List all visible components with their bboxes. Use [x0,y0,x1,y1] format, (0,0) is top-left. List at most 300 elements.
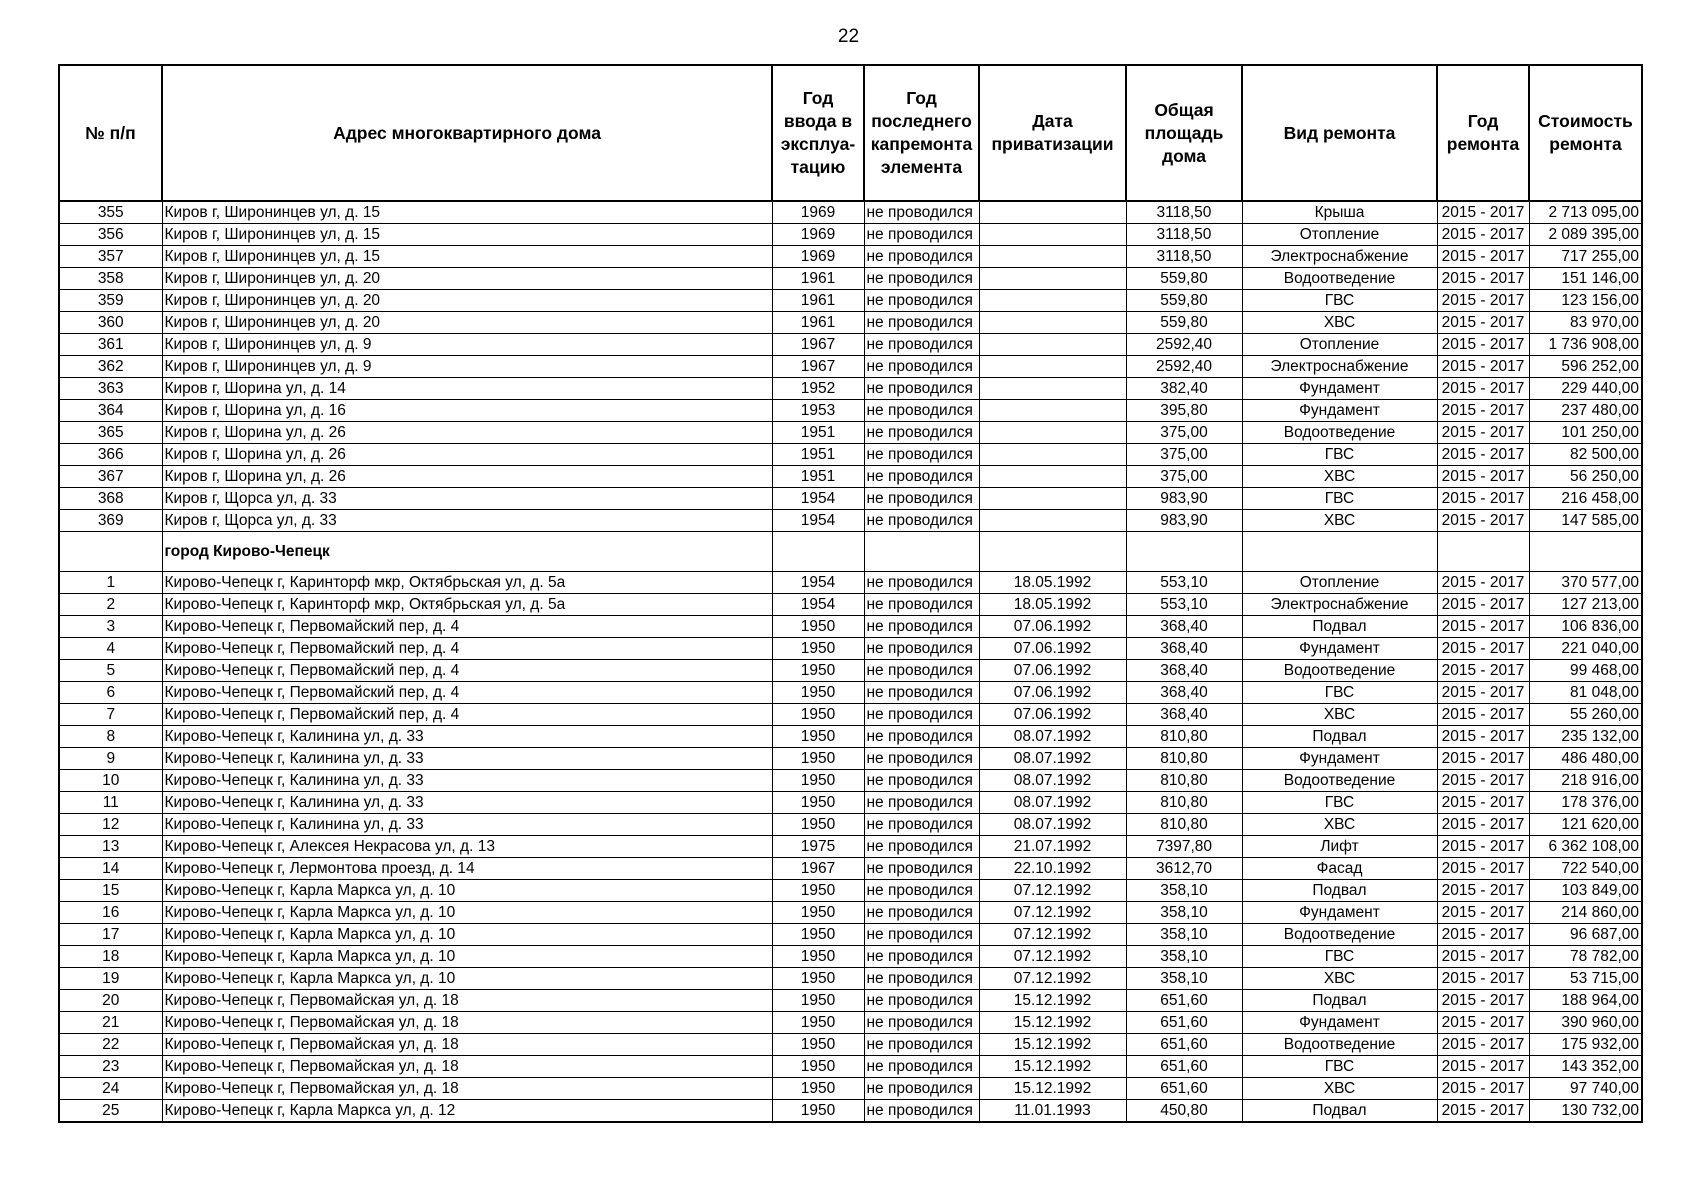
cell-year-built: 1950 [772,1078,864,1100]
cell-total-area: 368,40 [1126,638,1242,660]
cell-year-built: 1950 [772,748,864,770]
cell-privatization-date: 07.06.1992 [979,682,1126,704]
cell-repair-year: 2015 - 2017 [1437,902,1529,924]
cell-repair-kind: Фундамент [1242,400,1437,422]
cell-last-repair: не проводился [864,1078,979,1100]
cell-year-built: 1961 [772,290,864,312]
table-row [59,726,1642,748]
cell-privatization-date: 07.12.1992 [979,968,1126,990]
table-row [59,946,1642,968]
cell-repair-cost: 237 480,00 [1529,400,1642,422]
section-empty-cell [1242,532,1437,572]
cell-number: 359 [59,290,162,312]
cell-year-built: 1950 [772,704,864,726]
cell-repair-cost: 106 836,00 [1529,616,1642,638]
cell-year-built: 1950 [772,682,864,704]
cell-repair-cost: 121 620,00 [1529,814,1642,836]
cell-repair-cost: 390 960,00 [1529,1012,1642,1034]
cell-total-area: 553,10 [1126,572,1242,594]
table-row [59,924,1642,946]
cell-privatization-date [979,201,1126,224]
cell-repair-cost: 216 458,00 [1529,488,1642,510]
cell-year-built: 1950 [772,616,864,638]
cell-repair-year: 2015 - 2017 [1437,1012,1529,1034]
cell-repair-cost: 103 849,00 [1529,880,1642,902]
cell-address: Кирово-Чепецк г, Алексея Некрасова ул, д. 13 [162,836,772,858]
cell-number: 361 [59,334,162,356]
cell-year-built: 1950 [772,990,864,1012]
cell-repair-cost: 229 440,00 [1529,378,1642,400]
cell-last-repair: не проводился [864,946,979,968]
cell-number: 368 [59,488,162,510]
table-row [59,594,1642,616]
table-row [59,356,1642,378]
cell-total-area: 983,90 [1126,510,1242,532]
cell-total-area: 559,80 [1126,268,1242,290]
cell-privatization-date [979,444,1126,466]
cell-repair-year: 2015 - 2017 [1437,400,1529,422]
cell-repair-kind: Водоотведение [1242,924,1437,946]
cell-total-area: 810,80 [1126,814,1242,836]
cell-repair-kind: Электроснабжение [1242,594,1437,616]
cell-address: Киров г, Широнинцев ул, д. 20 [162,312,772,334]
cell-last-repair: не проводился [864,814,979,836]
table-row [59,444,1642,466]
cell-address: Кирово-Чепецк г, Первомайская ул, д. 18 [162,990,772,1012]
cell-last-repair: не проводился [864,638,979,660]
cell-repair-kind: ГВС [1242,488,1437,510]
cell-number: 363 [59,378,162,400]
cell-total-area: 3118,50 [1126,201,1242,224]
table-row [59,836,1642,858]
cell-last-repair: не проводился [864,422,979,444]
cell-repair-cost: 2 713 095,00 [1529,201,1642,224]
cell-number: 3 [59,616,162,638]
cell-repair-year: 2015 - 2017 [1437,924,1529,946]
cell-repair-year: 2015 - 2017 [1437,356,1529,378]
cell-repair-kind: Электроснабжение [1242,246,1437,268]
cell-total-area: 2592,40 [1126,356,1242,378]
cell-number: 18 [59,946,162,968]
cell-last-repair: не проводился [864,924,979,946]
cell-last-repair: не проводился [864,726,979,748]
cell-repair-kind: ХВС [1242,510,1437,532]
cell-address: Киров г, Широнинцев ул, д. 15 [162,201,772,224]
cell-number: 4 [59,638,162,660]
cell-last-repair: не проводился [864,1056,979,1078]
cell-repair-year: 2015 - 2017 [1437,726,1529,748]
cell-total-area: 810,80 [1126,792,1242,814]
cell-repair-cost: 81 048,00 [1529,682,1642,704]
cell-privatization-date: 21.07.1992 [979,836,1126,858]
cell-repair-cost: 97 740,00 [1529,1078,1642,1100]
cell-repair-cost: 83 970,00 [1529,312,1642,334]
cell-year-built: 1950 [772,726,864,748]
cell-number: 358 [59,268,162,290]
cell-repair-kind: Крыша [1242,201,1437,224]
cell-total-area: 358,10 [1126,924,1242,946]
col-header-last-repair: Год последнего капремонта элемента [864,65,979,201]
cell-last-repair: не проводился [864,510,979,532]
cell-repair-kind: ГВС [1242,1056,1437,1078]
cell-year-built: 1952 [772,378,864,400]
cell-repair-year: 2015 - 2017 [1437,682,1529,704]
cell-year-built: 1950 [772,1056,864,1078]
cell-repair-cost: 123 156,00 [1529,290,1642,312]
cell-repair-year: 2015 - 2017 [1437,638,1529,660]
cell-repair-cost: 235 132,00 [1529,726,1642,748]
cell-privatization-date [979,334,1126,356]
cell-year-built: 1969 [772,246,864,268]
cell-privatization-date: 07.12.1992 [979,946,1126,968]
cell-number: 6 [59,682,162,704]
cell-privatization-date [979,378,1126,400]
table-row [59,400,1642,422]
cell-repair-kind: Подвал [1242,990,1437,1012]
cell-number: 24 [59,1078,162,1100]
table-row [59,422,1642,444]
table-row [59,770,1642,792]
table-row [59,638,1642,660]
cell-number: 367 [59,466,162,488]
cell-repair-year: 2015 - 2017 [1437,880,1529,902]
cell-last-repair: не проводился [864,880,979,902]
cell-last-repair: не проводился [864,792,979,814]
cell-repair-year: 2015 - 2017 [1437,1078,1529,1100]
cell-total-area: 375,00 [1126,422,1242,444]
cell-address: Кирово-Чепецк г, Карла Маркса ул, д. 10 [162,880,772,902]
cell-repair-kind: Электроснабжение [1242,356,1437,378]
cell-number: 12 [59,814,162,836]
section-row [59,532,1642,572]
cell-repair-cost: 101 250,00 [1529,422,1642,444]
cell-total-area: 553,10 [1126,594,1242,616]
cell-last-repair: не проводился [864,201,979,224]
cell-repair-cost: 178 376,00 [1529,792,1642,814]
cell-privatization-date: 08.07.1992 [979,748,1126,770]
cell-privatization-date: 08.07.1992 [979,726,1126,748]
cell-year-built: 1969 [772,201,864,224]
cell-repair-cost: 55 260,00 [1529,704,1642,726]
cell-repair-year: 2015 - 2017 [1437,201,1529,224]
cell-number: 19 [59,968,162,990]
cell-repair-year: 2015 - 2017 [1437,814,1529,836]
cell-number: 21 [59,1012,162,1034]
cell-last-repair: не проводился [864,378,979,400]
cell-address: Киров г, Широнинцев ул, д. 9 [162,334,772,356]
cell-number: 364 [59,400,162,422]
table-row [59,902,1642,924]
cell-repair-year: 2015 - 2017 [1437,510,1529,532]
table-row [59,1034,1642,1056]
cell-repair-kind: Подвал [1242,880,1437,902]
cell-repair-kind: ГВС [1242,444,1437,466]
cell-repair-cost: 82 500,00 [1529,444,1642,466]
cell-repair-kind: Лифт [1242,836,1437,858]
cell-address: Кирово-Чепецк г, Каринторф мкр, Октябрьская ул, д. 5а [162,594,772,616]
cell-repair-cost: 78 782,00 [1529,946,1642,968]
cell-repair-kind: ХВС [1242,814,1437,836]
cell-total-area: 559,80 [1126,290,1242,312]
col-header-repair-kind: Вид ремонта [1242,65,1437,201]
cell-repair-year: 2015 - 2017 [1437,290,1529,312]
cell-repair-kind: Водоотведение [1242,660,1437,682]
cell-number: 10 [59,770,162,792]
cell-privatization-date [979,290,1126,312]
table-row [59,378,1642,400]
cell-address: Киров г, Шорина ул, д. 26 [162,422,772,444]
cell-repair-kind: ХВС [1242,1078,1437,1100]
cell-number: 5 [59,660,162,682]
cell-privatization-date: 07.06.1992 [979,660,1126,682]
cell-address: Кирово-Чепецк г, Лермонтова проезд, д. 14 [162,858,772,880]
table-row [59,466,1642,488]
cell-repair-year: 2015 - 2017 [1437,748,1529,770]
cell-privatization-date: 15.12.1992 [979,1078,1126,1100]
cell-last-repair: не проводился [864,246,979,268]
cell-last-repair: не проводился [864,572,979,594]
cell-year-built: 1950 [772,924,864,946]
cell-address: Кирово-Чепецк г, Калинина ул, д. 33 [162,770,772,792]
cell-total-area: 3612,70 [1126,858,1242,880]
cell-year-built: 1953 [772,400,864,422]
cell-repair-year: 2015 - 2017 [1437,704,1529,726]
cell-total-area: 651,60 [1126,1078,1242,1100]
cell-number: 22 [59,1034,162,1056]
cell-privatization-date: 11.01.1993 [979,1100,1126,1123]
cell-repair-cost: 214 860,00 [1529,902,1642,924]
cell-repair-year: 2015 - 2017 [1437,616,1529,638]
cell-repair-cost: 56 250,00 [1529,466,1642,488]
cell-repair-year: 2015 - 2017 [1437,422,1529,444]
table-row [59,792,1642,814]
cell-privatization-date: 08.07.1992 [979,814,1126,836]
cell-number: 11 [59,792,162,814]
cell-address: Киров г, Щорса ул, д. 33 [162,510,772,532]
cell-total-area: 559,80 [1126,312,1242,334]
cell-total-area: 358,10 [1126,880,1242,902]
cell-last-repair: не проводился [864,902,979,924]
cell-year-built: 1951 [772,444,864,466]
cell-address: Кирово-Чепецк г, Карла Маркса ул, д. 10 [162,924,772,946]
cell-address: Кирово-Чепецк г, Калинина ул, д. 33 [162,792,772,814]
cell-total-area: 983,90 [1126,488,1242,510]
cell-address: Киров г, Щорса ул, д. 33 [162,488,772,510]
cell-total-area: 651,60 [1126,990,1242,1012]
cell-repair-year: 2015 - 2017 [1437,572,1529,594]
cell-repair-year: 2015 - 2017 [1437,246,1529,268]
cell-privatization-date [979,422,1126,444]
table-row [59,201,1642,224]
cell-total-area: 375,00 [1126,466,1242,488]
cell-number: 1 [59,572,162,594]
table-row [59,488,1642,510]
cell-address: Кирово-Чепецк г, Первомайский пер, д. 4 [162,682,772,704]
cell-address: Киров г, Шорина ул, д. 14 [162,378,772,400]
cell-repair-kind: ГВС [1242,946,1437,968]
cell-year-built: 1951 [772,466,864,488]
cell-total-area: 651,60 [1126,1034,1242,1056]
cell-repair-kind: Фундамент [1242,1012,1437,1034]
cell-repair-year: 2015 - 2017 [1437,224,1529,246]
cell-repair-kind: ХВС [1242,704,1437,726]
cell-repair-kind: Фундамент [1242,378,1437,400]
table-row [59,334,1642,356]
cell-repair-cost: 2 089 395,00 [1529,224,1642,246]
col-header-total-area: Общая площадь дома [1126,65,1242,201]
cell-number: 2 [59,594,162,616]
cell-repair-kind: ГВС [1242,792,1437,814]
cell-repair-year: 2015 - 2017 [1437,378,1529,400]
cell-address: Киров г, Шорина ул, д. 26 [162,466,772,488]
cell-year-built: 1950 [772,814,864,836]
cell-total-area: 375,00 [1126,444,1242,466]
cell-address: Кирово-Чепецк г, Первомайская ул, д. 18 [162,1056,772,1078]
header-row [59,65,1642,201]
cell-total-area: 651,60 [1126,1012,1242,1034]
cell-total-area: 368,40 [1126,682,1242,704]
cell-total-area: 3118,50 [1126,246,1242,268]
cell-last-repair: не проводился [864,968,979,990]
table-row [59,246,1642,268]
cell-repair-kind: ХВС [1242,968,1437,990]
cell-address: Кирово-Чепецк г, Карла Маркса ул, д. 12 [162,1100,772,1123]
cell-number: 365 [59,422,162,444]
cell-year-built: 1975 [772,836,864,858]
table-row [59,682,1642,704]
cell-number: 366 [59,444,162,466]
cell-privatization-date [979,400,1126,422]
cell-address: Киров г, Шорина ул, д. 16 [162,400,772,422]
cell-address: Киров г, Шорина ул, д. 26 [162,444,772,466]
cell-repair-year: 2015 - 2017 [1437,1034,1529,1056]
cell-address: Кирово-Чепецк г, Калинина ул, д. 33 [162,726,772,748]
section-empty-cell [59,532,162,572]
cell-privatization-date: 08.07.1992 [979,770,1126,792]
cell-total-area: 810,80 [1126,770,1242,792]
cell-total-area: 450,80 [1126,1100,1242,1123]
cell-privatization-date: 18.05.1992 [979,572,1126,594]
cell-repair-cost: 53 715,00 [1529,968,1642,990]
cell-repair-kind: Водоотведение [1242,1034,1437,1056]
col-header-repair-cost: Стоимость ремонта [1529,65,1642,201]
cell-year-built: 1954 [772,510,864,532]
cell-repair-year: 2015 - 2017 [1437,946,1529,968]
cell-repair-cost: 188 964,00 [1529,990,1642,1012]
cell-last-repair: не проводился [864,858,979,880]
col-header-repair-year: Год ремонта [1437,65,1529,201]
col-header-address: Адрес многоквартирного дома [162,65,772,201]
cell-privatization-date: 07.12.1992 [979,902,1126,924]
cell-repair-kind: ХВС [1242,312,1437,334]
cell-number: 20 [59,990,162,1012]
table-row [59,290,1642,312]
cell-total-area: 810,80 [1126,748,1242,770]
cell-total-area: 382,40 [1126,378,1242,400]
cell-privatization-date: 18.05.1992 [979,594,1126,616]
cell-repair-cost: 147 585,00 [1529,510,1642,532]
cell-total-area: 358,10 [1126,968,1242,990]
cell-year-built: 1950 [772,1034,864,1056]
cell-privatization-date: 07.06.1992 [979,704,1126,726]
cell-year-built: 1950 [772,660,864,682]
cell-last-repair: не проводился [864,1100,979,1123]
cell-number: 23 [59,1056,162,1078]
cell-repair-cost: 218 916,00 [1529,770,1642,792]
table-body [59,201,1642,1122]
cell-number: 355 [59,201,162,224]
cell-repair-cost: 221 040,00 [1529,638,1642,660]
cell-year-built: 1954 [772,488,864,510]
cell-privatization-date: 15.12.1992 [979,1056,1126,1078]
cell-total-area: 368,40 [1126,660,1242,682]
cell-year-built: 1950 [772,968,864,990]
cell-repair-cost: 99 468,00 [1529,660,1642,682]
cell-number: 362 [59,356,162,378]
cell-address: Кирово-Чепецк г, Первомайская ул, д. 18 [162,1078,772,1100]
cell-repair-year: 2015 - 2017 [1437,858,1529,880]
cell-address: Киров г, Широнинцев ул, д. 9 [162,356,772,378]
cell-privatization-date: 15.12.1992 [979,990,1126,1012]
cell-repair-cost: 370 577,00 [1529,572,1642,594]
cell-repair-cost: 6 362 108,00 [1529,836,1642,858]
table-row [59,748,1642,770]
cell-number: 356 [59,224,162,246]
cell-last-repair: не проводился [864,660,979,682]
table-row [59,572,1642,594]
cell-last-repair: не проводился [864,594,979,616]
table-row [59,312,1642,334]
cell-privatization-date [979,488,1126,510]
section-empty-cell [979,532,1126,572]
cell-repair-year: 2015 - 2017 [1437,268,1529,290]
cell-last-repair: не проводился [864,748,979,770]
cell-address: Кирово-Чепецк г, Калинина ул, д. 33 [162,748,772,770]
cell-repair-cost: 96 687,00 [1529,924,1642,946]
cell-address: Кирово-Чепецк г, Каринторф мкр, Октябрьская ул, д. 5а [162,572,772,594]
cell-repair-kind: Водоотведение [1242,770,1437,792]
cell-year-built: 1950 [772,770,864,792]
cell-repair-cost: 722 540,00 [1529,858,1642,880]
cell-address: Киров г, Широнинцев ул, д. 20 [162,268,772,290]
cell-repair-year: 2015 - 2017 [1437,1100,1529,1123]
cell-address: Кирово-Чепецк г, Карла Маркса ул, д. 10 [162,902,772,924]
cell-repair-cost: 127 213,00 [1529,594,1642,616]
cell-privatization-date: 07.06.1992 [979,638,1126,660]
section-empty-cell [864,532,979,572]
cell-last-repair: не проводился [864,444,979,466]
cell-privatization-date: 22.10.1992 [979,858,1126,880]
cell-year-built: 1969 [772,224,864,246]
cell-repair-kind: Фундамент [1242,638,1437,660]
cell-last-repair: не проводился [864,356,979,378]
cell-repair-kind: Отопление [1242,572,1437,594]
cell-year-built: 1950 [772,1100,864,1123]
cell-last-repair: не проводился [864,400,979,422]
cell-privatization-date [979,268,1126,290]
cell-total-area: 395,80 [1126,400,1242,422]
cell-number: 8 [59,726,162,748]
section-empty-cell [1437,532,1529,572]
cell-number: 360 [59,312,162,334]
table-row [59,660,1642,682]
repair-registry-table [58,64,1643,1123]
cell-total-area: 368,40 [1126,616,1242,638]
cell-year-built: 1950 [772,880,864,902]
cell-last-repair: не проводился [864,290,979,312]
cell-last-repair: не проводился [864,1012,979,1034]
cell-repair-kind: Подвал [1242,1100,1437,1123]
